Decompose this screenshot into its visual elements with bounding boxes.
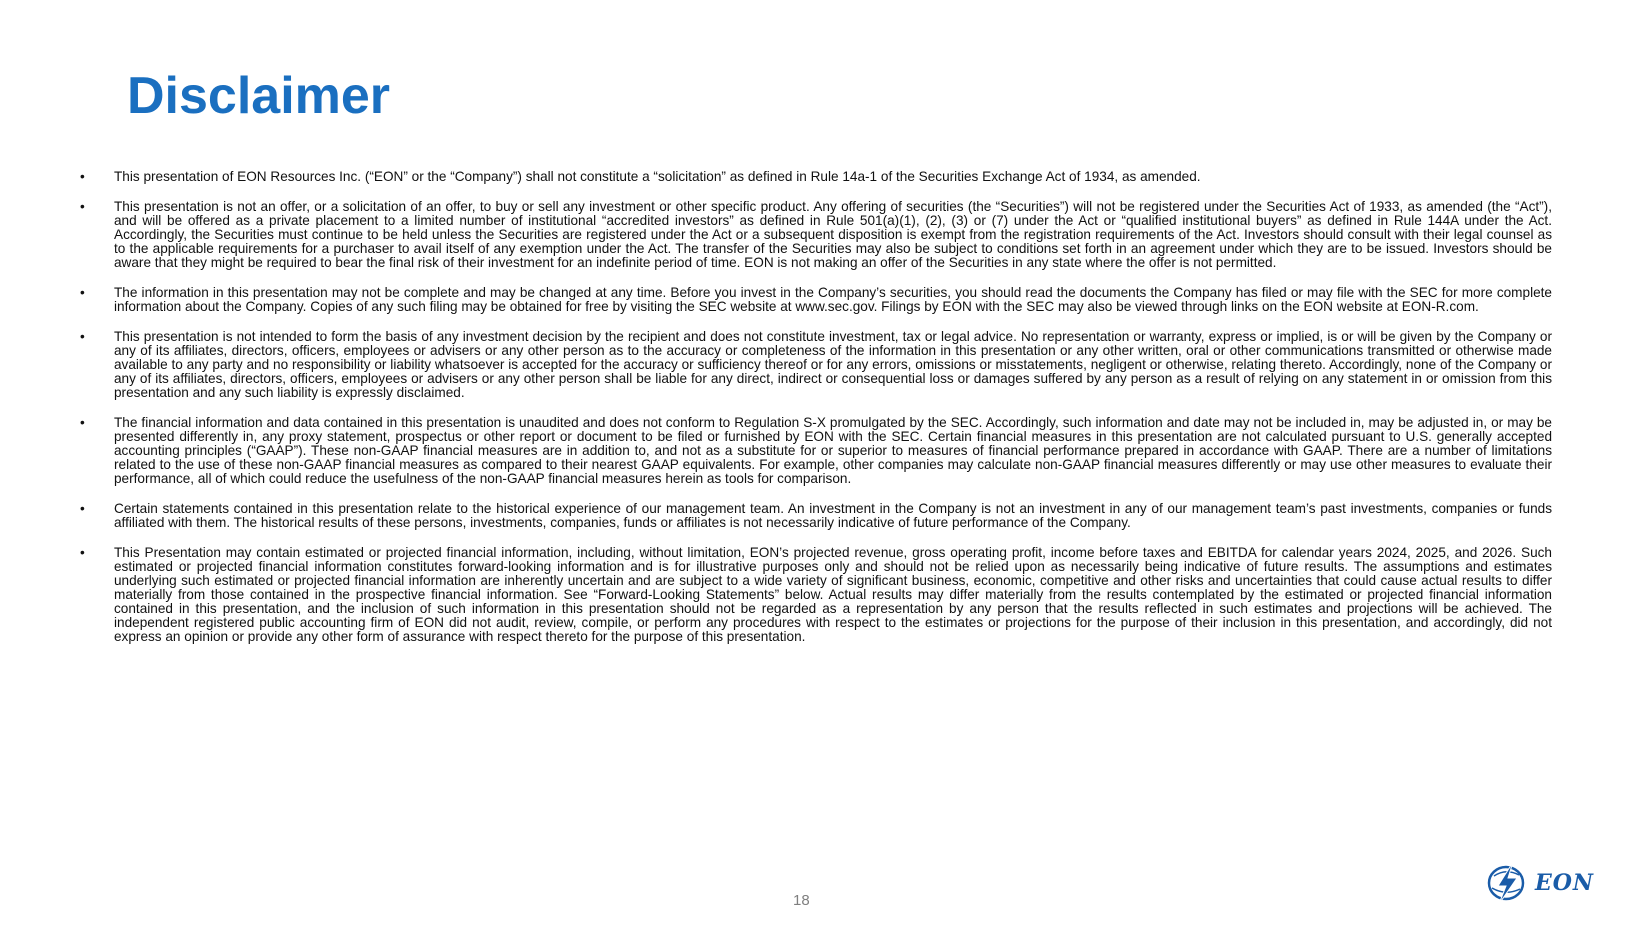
list-item-text: The financial information and data contained in this presentation is unaudited and does not conform to Regulation S-X promulgated by the SEC. Accordingly, such information and date may not be included in, may be adjusted in, or may be presented differently in, any proxy statement, prospectus or other report or document to be filed or furnished by EON with the SEC. Certain financial measures in this presentation are not calculated pursuant to U.S. generally accepted accounting principles (“GAAP”). These non-GAAP financial measures are in addition to, and not as a substitute for or superior to measures of financial performance prepared in accordance with GAAP. There are a number of limitations related to the use of these non-GAAP financial measures as compared to their nearest GAAP equivalents. For example, other companies may calculate non-GAAP financial measures differently or may use other measures to evaluate their performance, all of which could reduce the usefulness of the non-GAAP financial measures herein as tools for comparison. [114,415,1552,486]
list-item [80,416,1552,486]
list-item-text: This Presentation may contain estimated or projected financial information, including, without limitation, EON’s projected revenue, gross operating profit, income before taxes and EBITDA for calendar years 2024, 2025, and 2026. Such estimated or projected financial information constitutes forward-looking information and is for illustrative purposes only and should not be relied upon as necessarily being indicative of future results. The assumptions and estimates underlying such estimated or projected financial information are inherently uncertain and are subject to a wide variety of significant business, economic, competitive and other risks and uncertainties that could cause actual results to differ materially from those contained in the prospective financial information. See “Forward-Looking Statements” below. Actual results may differ materially from the results contemplated by the estimated or projected financial information contained in this presentation, and the inclusion of such information in this presentation should not be regarded as a representation by any person that the results reflected in such estimates and projections will be achieved. The independent registered public accounting firm of EON did not audit, review, compile, or perform any procedures with respect to the estimates or projections for the purpose of their inclusion in this presentation, and accordingly, did not express an opinion or provide any other form of assurance with respect thereto for the purpose of this presentation. [114,545,1552,644]
page-title: Disclaimer [127,67,391,125]
bullet-icon: • [80,501,85,516]
list-item [80,330,1552,400]
logo-text: EON [1535,870,1595,896]
lightning-globe-icon [1489,862,1523,904]
list-item-text: This presentation is not an offer, or a solicitation of an offer, to buy or sell any investment or other specific product. Any offering of securities (the “Securities”) will not be registered under the Securities Act of 1933, as amended (the “Act”), and will be offered as a private placement to a limited number of institutional “accredited investors” as defined in Rule 501(a)(1), (2), (3) or (7) under the Act or “qualified institutional buyers” as defined in Rule 144A under the Act. Accordingly, the Securities must continue to be held unless the Securities are registered under the Act or a subsequent disposition is exempt from the registration requirements of the Act. Investors should consult with their legal counsel as to the applicable requirements for a purchaser to avail itself of any exemption under the Act. The transfer of the Securities may also be subject to conditions set forth in an agreement under which they are to be issued. Investors should be aware that they might be required to bear the final risk of their investment for an indefinite period of time. EON is not making an offer of the Securities in any state where the offer is not permitted. [114,199,1552,270]
bullet-icon: • [80,169,85,184]
bullet-icon: • [80,545,85,560]
disclaimer-list [80,170,1552,660]
list-item [80,546,1552,644]
bullet-icon: • [80,415,85,430]
list-item-text: The information in this presentation may not be complete and may be changed at any time. Before you invest in the Company’s securities, you should read the documents the Company has filed or may file with the SEC for more complete information about the Company. Copies of any such filing may be obtained for free by visiting the SEC website at www.sec.gov. Filings by EON with the SEC may also be viewed through links on the EON website at EON-R.com. [114,285,1552,314]
list-item [80,502,1552,530]
list-item [80,286,1552,314]
list-item-text: Certain statements contained in this presentation relate to the historical experience of our management team. An investment in the Company is not an investment in any of our management team’s past investments, companies or funds affiliated with them. The historical results of these persons, investments, companies, funds or affiliates is not necessarily indicative of future performance of the Company. [114,501,1552,530]
bullet-icon: • [80,285,85,300]
bullet-icon: • [80,329,85,344]
page-number: 18 [793,892,810,909]
bullet-icon: • [80,199,85,214]
list-item [80,200,1552,270]
list-item-text: This presentation is not intended to form the basis of any investment decision by the recipient and does not constitute investment, tax or legal advice. No representation or warranty, express or implied, is or will be given by the Company or any of its affiliates, directors, officers, employees or advisers or any other person as to the accuracy or completeness of the information in this presentation or any other written, oral or other communications transmitted or otherwise made available to any party and no responsibility or liability whatsoever is accepted for the accuracy or sufficiency thereof or for any errors, omissions or misstatements, negligent or otherwise, relating thereto. Accordingly, none of the Company or any of its affiliates, directors, officers, employees or advisers or any other person shall be liable for any direct, indirect or consequential loss or damages suffered by any person as a result of relying on any statement in or omission from this presentation and any such liability is expressly disclaimed. [114,329,1552,400]
list-item [80,170,1552,184]
list-item-text: This presentation of EON Resources Inc. (“EON” or the “Company”) shall not constitute a “solicitation” as defined in Rule 14a-1 of the Securities Exchange Act of 1934, as amended. [114,169,1201,184]
